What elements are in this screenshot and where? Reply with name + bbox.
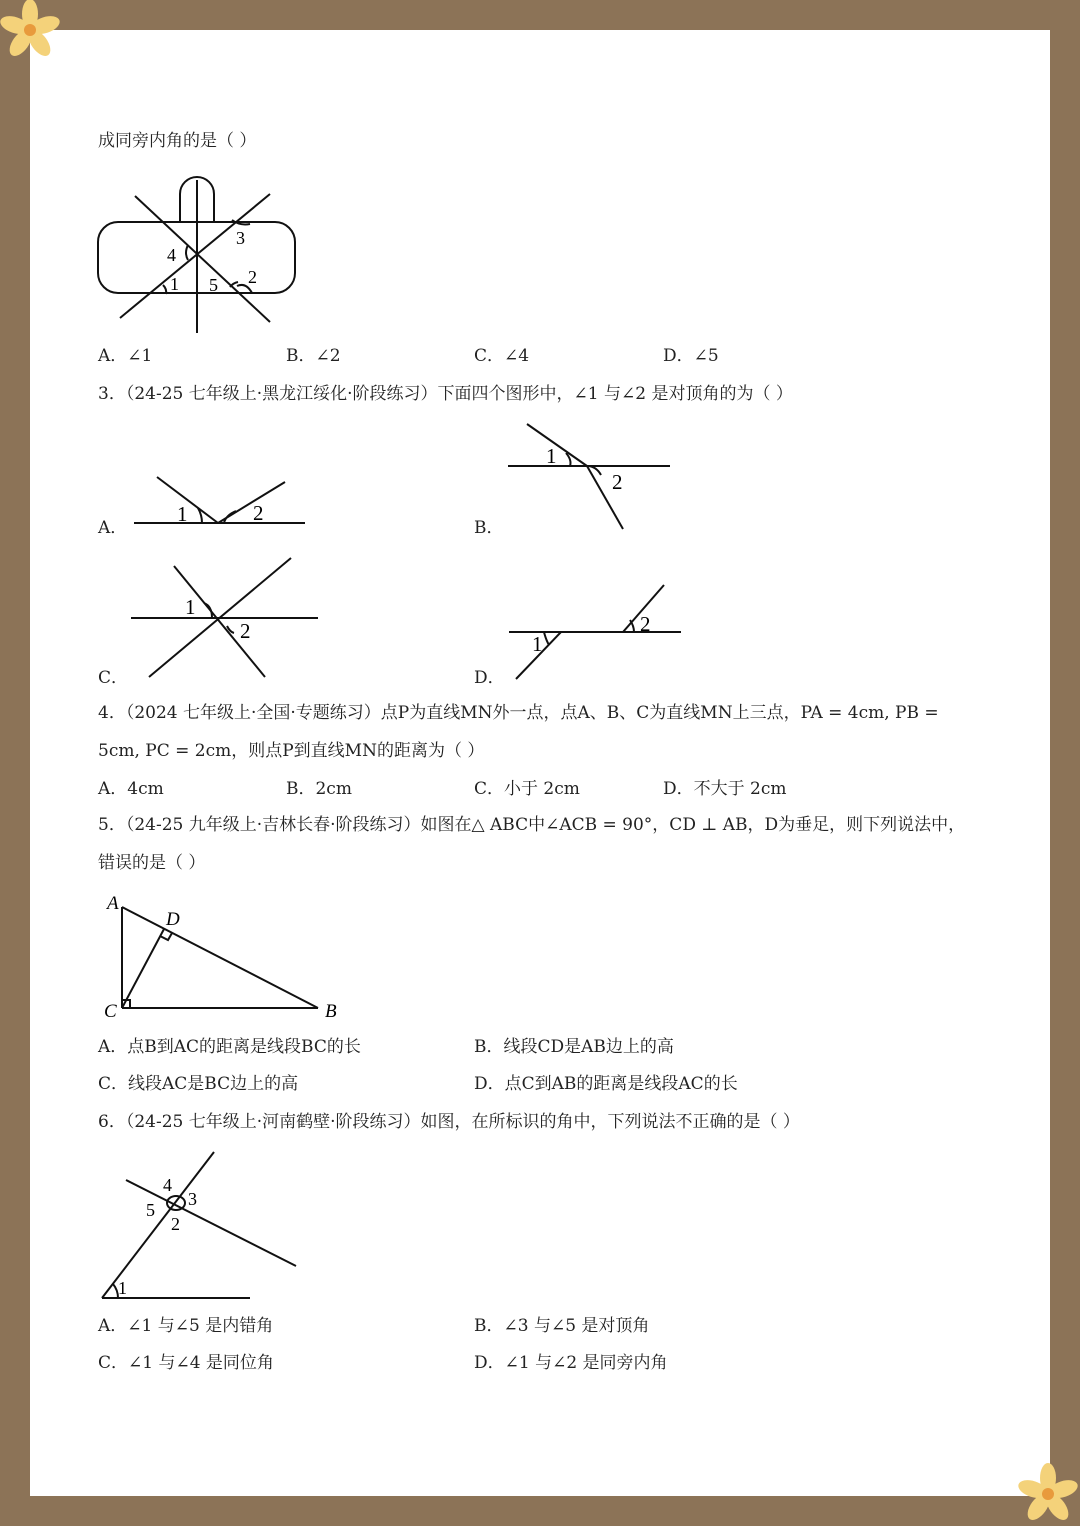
q5-figure	[100, 890, 350, 1024]
q5-label-a: A	[107, 893, 119, 914]
q2-label-2: 2	[248, 267, 257, 287]
flower-icon	[1016, 1462, 1080, 1526]
q2-figure	[95, 175, 305, 335]
q5-option-b[interactable]: B．线段CD是AB边上的高	[474, 1037, 674, 1057]
q3b-label-2: 2	[612, 470, 623, 494]
q4-option-d[interactable]: D．不大于 2cm	[663, 779, 787, 799]
q3-figure-b	[505, 420, 675, 532]
q2-label-4: 4	[167, 245, 176, 265]
q5-option-a[interactable]: A．点B到AC的距离是线段BC的长	[98, 1037, 361, 1057]
q3-option-d[interactable]: D．	[474, 668, 505, 688]
q2-label-1: 1	[170, 274, 179, 294]
q6-label-5: 5	[146, 1200, 155, 1220]
q5-option-d[interactable]: D．点C到AB的距离是线段AC的长	[474, 1074, 738, 1094]
q3-stem: 3．（24-25 七年级上·黑龙江绥化·阶段练习）下面四个图形中，∠1 与∠2 是对顶角的为（ ）	[98, 384, 793, 404]
q3c-label-2: 2	[240, 619, 251, 643]
q6-option-d[interactable]: D．∠1 与∠2 是同旁内角	[474, 1353, 668, 1373]
q2-label-5: 5	[209, 275, 218, 295]
q3b-label-1: 1	[546, 444, 557, 468]
q3a-label-2: 2	[253, 501, 264, 525]
q5-label-c: C	[104, 1001, 117, 1022]
q6-stem: 6．（24-25 七年级上·河南鹤壁·阶段练习）如图，在所标识的角中，下列说法不正确的是（ ）	[98, 1112, 800, 1132]
q2-option-b[interactable]: B．∠2	[286, 346, 341, 366]
q4-option-b[interactable]: B．2cm	[286, 779, 352, 799]
q5-stem-line1: 5．（24-25 九年级上·吉林长春·阶段练习）如图在△ ABC中∠ACB = 90°，CD ⊥ AB，D为垂足，则下列说法中，	[98, 815, 966, 835]
q6-label-4: 4	[163, 1175, 172, 1195]
q6-option-b[interactable]: B．∠3 与∠5 是对顶角	[474, 1316, 650, 1336]
q6-option-a[interactable]: A．∠1 与∠5 是内错角	[98, 1316, 274, 1336]
q2-label-3: 3	[236, 228, 245, 248]
q3-option-c[interactable]: C．	[98, 668, 129, 688]
q3a-label-1: 1	[177, 502, 188, 526]
q2-option-d[interactable]: D．∠5	[663, 346, 719, 366]
q3c-label-1: 1	[185, 595, 196, 619]
q5-label-d: D	[166, 909, 180, 930]
q3d-label-2: 2	[640, 612, 651, 636]
q6-option-c[interactable]: C．∠1 与∠4 是同位角	[98, 1353, 274, 1373]
q3d-label-1: 1	[532, 632, 543, 656]
flower-icon	[0, 0, 64, 64]
q6-label-2: 2	[171, 1214, 180, 1234]
q6-label-1: 1	[118, 1278, 127, 1298]
q5-option-c[interactable]: C．线段AC是BC边上的高	[98, 1074, 299, 1094]
q4-stem-line1: 4．（2024 七年级上·全国·专题练习）点P为直线MN外一点，点A、B、C为直线MN上三点，PA = 4cm, PB =	[98, 703, 939, 723]
q2-option-c[interactable]: C．∠4	[474, 346, 530, 366]
q2-option-a[interactable]: A．∠1	[98, 346, 153, 366]
q3-option-a[interactable]: A．	[98, 518, 128, 538]
q6-label-3: 3	[188, 1189, 197, 1209]
q4-option-c[interactable]: C．小于 2cm	[474, 779, 580, 799]
q3-figure-a	[130, 470, 310, 530]
q3-figure-c	[128, 552, 324, 682]
q5-label-b: B	[325, 1001, 337, 1022]
q2-stem-tail: 成同旁内角的是（ ）	[98, 131, 257, 151]
q3-option-b[interactable]: B．	[474, 518, 504, 538]
q5-stem-line2: 错误的是（ ）	[98, 853, 206, 873]
q4-option-a[interactable]: A．4cm	[98, 779, 164, 799]
q6-figure	[96, 1146, 302, 1302]
q3-figure-d	[505, 580, 685, 684]
q4-stem-line2: 5cm, PC = 2cm，则点P到直线MN的距离为（ ）	[98, 741, 485, 761]
